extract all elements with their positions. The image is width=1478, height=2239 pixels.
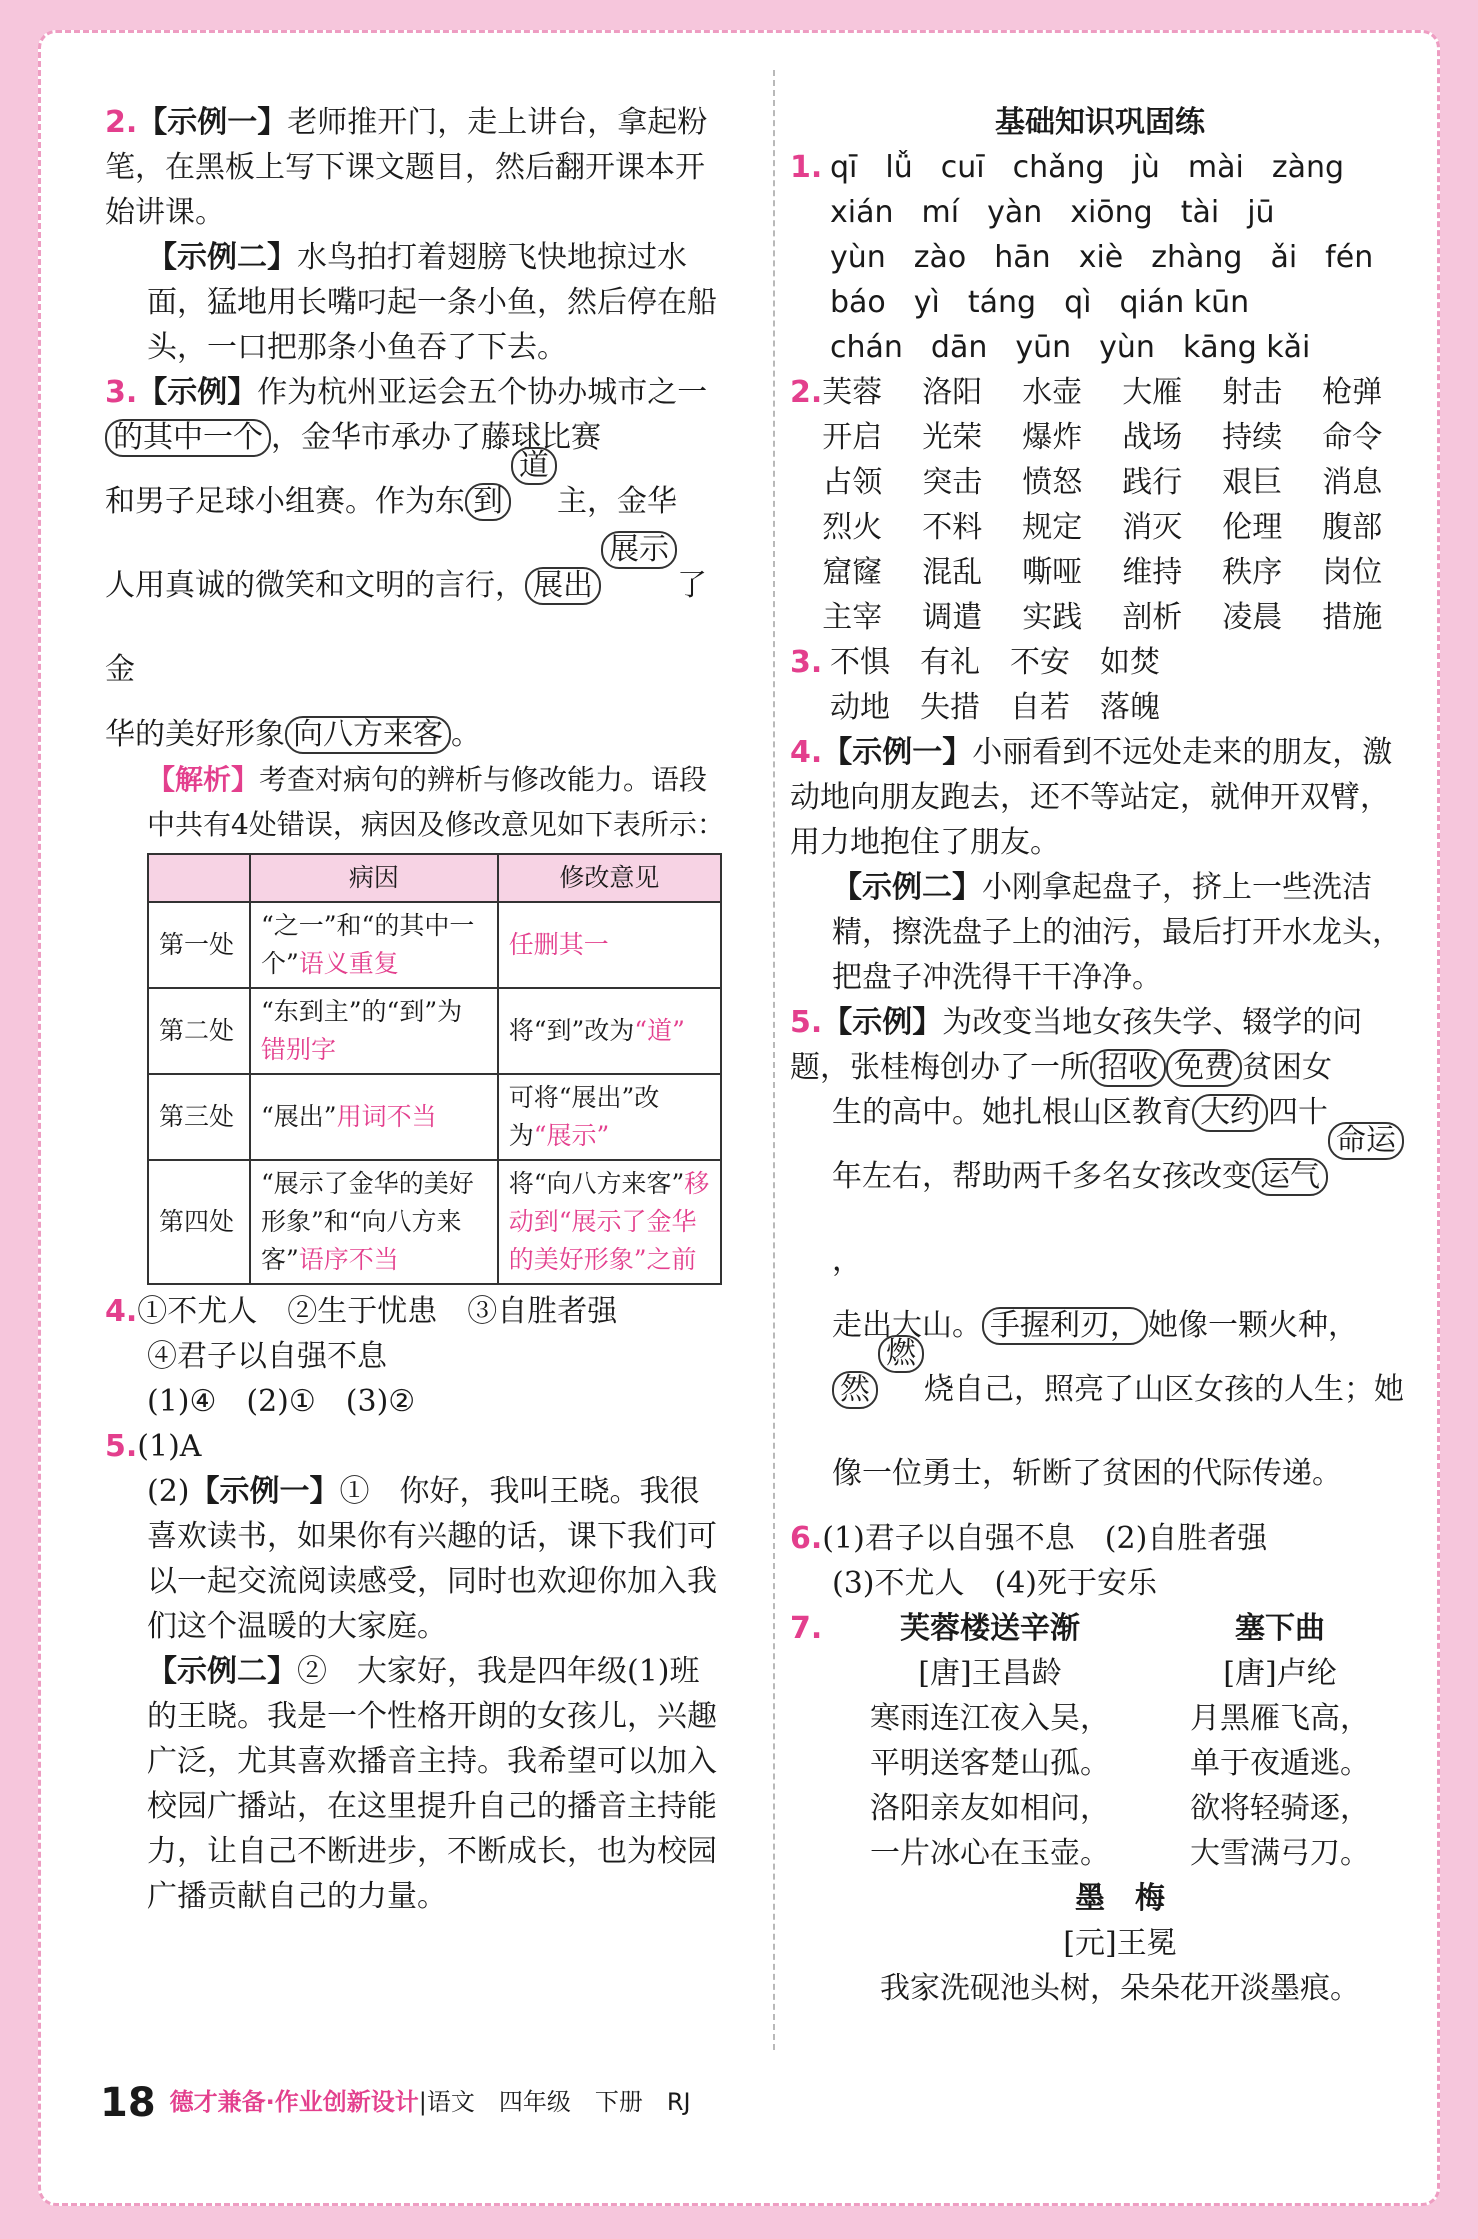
words-grid <box>822 370 1422 640</box>
poem-3 <box>830 1876 1410 2011</box>
r-q5-text-2: 贫困女 <box>1242 1050 1332 1085</box>
r-q5-mark-3: 大约 <box>1192 1094 1268 1132</box>
r-q5-text-5: 年左右，帮助两千多名女孩改变 <box>832 1159 1252 1194</box>
r-q5-correction-1: 命运 <box>1328 1122 1404 1160</box>
word-item: 剖析 <box>1122 600 1183 635</box>
pinyin-item: ǎi <box>1270 240 1298 275</box>
q3-text-4: 主，金华 <box>557 484 677 519</box>
poem-author: [唐]王昌龄 <box>918 1656 1062 1691</box>
row-cause <box>250 1160 498 1284</box>
pinyin-item: dān <box>930 330 988 365</box>
q5-ex2-text: ② 大家好，我是四年级(1)班的王晓。我是一个性格开朗的女孩儿，兴趣广泛，尤其喜欢播音主持。我希望可以加入校园广播站，在这里提升自己的播音主持能力，让自己不断进步，不断成长，也为校园广播贡献自己的力量。 <box>147 1654 717 1914</box>
q5-ex2-tag: 【示例二】 <box>147 1654 297 1689</box>
q3-text-3: 和男子足球小组赛。作为东 <box>105 484 465 519</box>
row-label: 第一处 <box>148 902 250 988</box>
q2-ex2-tag: 【示例二】 <box>147 240 297 275</box>
word-item: 洛阳 <box>922 375 983 410</box>
pinyin-item: xián <box>830 195 894 230</box>
r-q4-ex1-tag: 【示例一】 <box>822 735 973 770</box>
q5-block <box>105 1424 725 1919</box>
q3-mark-3: 展出 <box>525 567 601 605</box>
row-cause <box>250 902 498 988</box>
r-q5-text-8: 她像一颗火种， <box>1148 1308 1358 1343</box>
poem-title: 墨 梅 <box>1075 1881 1165 1916</box>
q3-text-8: 。 <box>451 717 481 752</box>
word-item: 愤怒 <box>1022 465 1083 500</box>
poem-line: 单于夜遁逃。 <box>1190 1746 1370 1781</box>
word-item: 光荣 <box>922 420 983 455</box>
poem-line: 我家洗砚池头树，朵朵花开淡墨痕。 <box>880 1971 1360 2006</box>
poem-line: 一片冰心在玉壶。 <box>870 1836 1110 1871</box>
word-item: 芙蓉 <box>822 375 883 410</box>
table-row <box>148 902 721 988</box>
row-cause <box>250 988 498 1074</box>
pinyin-item: mài <box>1187 150 1244 185</box>
word-item: 持续 <box>1222 420 1283 455</box>
r-q4-block <box>790 730 1410 1000</box>
fix-text: 将“到”改为 <box>508 1016 635 1045</box>
q3-correction-2: 展示 <box>601 531 677 569</box>
fix-highlight: 移动到“展示了金华的美好形象”之前 <box>508 1169 710 1274</box>
pinyin-item: qī <box>830 150 858 185</box>
poem-title: 芙蓉楼送辛渐 <box>900 1611 1080 1646</box>
pinyin-row <box>830 145 1373 190</box>
pinyin-item: qián kūn <box>1119 285 1250 320</box>
r-q5-text-6: ， <box>832 1243 862 1278</box>
publisher-name: 德才兼备·作业创新设计 <box>169 2088 419 2116</box>
footer <box>100 2080 691 2126</box>
pinyin-item: yì <box>913 285 940 320</box>
word-item: 伦理 <box>1222 510 1283 545</box>
book-info: |语文 四年级 下册 RJ <box>418 2088 691 2116</box>
r-q7-number: 7. <box>790 1611 823 1646</box>
q3-text-2: ，金华市承办了藤球比赛 <box>271 420 601 455</box>
poem-line: 平明送客楚山孤。 <box>870 1746 1110 1781</box>
poem-line: 寒雨连江夜入吴， <box>870 1701 1110 1736</box>
word-item: 消灭 <box>1122 510 1183 545</box>
poem-line: 大雪满弓刀。 <box>1190 1836 1370 1871</box>
q4-block <box>105 1289 725 1424</box>
pinyin-item: zhàng <box>1151 240 1243 275</box>
word-item: 践行 <box>1122 465 1183 500</box>
pinyin-item: yàn <box>987 195 1043 230</box>
pinyin-item: yùn <box>830 240 886 275</box>
word-item: 秩序 <box>1222 555 1283 590</box>
word-item: 艰巨 <box>1222 465 1283 500</box>
header-cause: 病因 <box>250 854 498 902</box>
fix-text: 可将“展出”改为 <box>508 1083 660 1150</box>
pinyin-row <box>830 235 1373 280</box>
row-cause <box>250 1074 498 1160</box>
r-q6-block <box>790 1516 1410 1606</box>
q3-text-1: 作为杭州亚运会五个协办城市之一 <box>257 375 708 410</box>
r-q5-mark-5: 手握利刃， <box>982 1307 1148 1345</box>
word-item: 战场 <box>1122 420 1183 455</box>
r-q5-mark-1: 招收 <box>1090 1049 1166 1087</box>
r-q6-number: 6. <box>790 1521 823 1556</box>
q5-ex1-tag: 【示例一】 <box>189 1474 340 1509</box>
word-item: 措施 <box>1322 600 1383 635</box>
row-fix <box>498 902 721 988</box>
pinyin-item: chǎng <box>1012 150 1105 185</box>
word-item: 命令 <box>1322 420 1383 455</box>
fix-highlight: “展示” <box>533 1121 610 1150</box>
pinyin-item: chán <box>830 330 903 365</box>
pinyin-row <box>830 190 1373 235</box>
q3-block <box>105 370 725 1285</box>
q3-analysis-tag: 【解析】 <box>147 763 260 796</box>
poem-author: [唐]卢纶 <box>1223 1656 1337 1691</box>
r-q5-text-3: 生的高中。她扎根山区教育 <box>832 1095 1192 1130</box>
word-item: 嘶哑 <box>1022 555 1083 590</box>
cause-text: “展示了金华的美好形象”和“向八方来客” <box>261 1169 474 1274</box>
pinyin-item: yùn <box>1099 330 1155 365</box>
r-q4-ex1-text: 小丽看到不远处走来的朋友，激动地向朋友跑去，还不等站定，就伸开双臂，用力地抱住了朋友。 <box>790 735 1393 860</box>
fix-highlight: “道” <box>634 1016 685 1045</box>
poem-line: 月黑雁飞高， <box>1190 1701 1370 1736</box>
row-fix <box>498 1074 721 1160</box>
r-q5-tag: 【示例】 <box>822 1005 943 1040</box>
q5-ex1-text: ① 你好，我叫王晓。我很喜欢读书，如果你有兴趣的话，课下我们可以一起交流阅读感受，同时也欢迎你加入我们这个温暖的大家庭。 <box>147 1474 717 1644</box>
word-item: 水壶 <box>1022 375 1083 410</box>
pinyin-item: zào <box>913 240 967 275</box>
word-item: 腹部 <box>1322 510 1383 545</box>
pinyin-item: xiè <box>1078 240 1124 275</box>
word-item: 占领 <box>822 465 883 500</box>
row-label: 第三处 <box>148 1074 250 1160</box>
poems-row <box>830 1606 1410 1876</box>
r-q1-block <box>790 145 1410 370</box>
pinyin-item: jù <box>1132 150 1160 185</box>
word-item: 凌晨 <box>1222 600 1283 635</box>
q5-line-1: (1)A <box>137 1429 202 1464</box>
q2-ex2-text: 水鸟拍打着翅膀飞快地掠过水面，猛地用长嘴叼起一条小鱼，然后停在船头，一口把那条小鱼吞了下去。 <box>147 240 717 365</box>
q2-ex1-tag: 【示例一】 <box>137 105 288 140</box>
word-item: 突击 <box>922 465 983 500</box>
pinyin-row <box>830 280 1373 325</box>
r-q6-line-1: (1)君子以自强不息 (2)自胜者强 <box>822 1521 1268 1556</box>
poem-title: 塞下曲 <box>1235 1611 1325 1646</box>
r-q5-text-1: 为改变当地女孩失学、辍学的问题，张桂梅创办了一所 <box>790 1005 1363 1085</box>
r-q2-block <box>790 370 1410 640</box>
r-q5-mark-4: 运气 <box>1252 1158 1328 1196</box>
r-q4-number: 4. <box>790 735 823 770</box>
q3-mark-1: 的其中一个 <box>105 419 271 457</box>
r-q4-ex2-text: 小刚拿起盘子，挤上一些洗洁精，擦洗盘子上的油污，最后打开水龙头，把盘子冲洗得干干净净。 <box>832 870 1402 995</box>
word-item: 不料 <box>922 510 983 545</box>
q2-ex2 <box>105 235 725 370</box>
row-fix <box>498 988 721 1074</box>
pinyin-row <box>830 325 1373 370</box>
pinyin-item: mí <box>921 195 960 230</box>
error-table <box>147 853 722 1285</box>
word-item: 岗位 <box>1322 555 1383 590</box>
r-q1-number: 1. <box>790 150 823 185</box>
q2-ex1 <box>105 100 725 235</box>
word-item: 射击 <box>1222 375 1283 410</box>
right-column <box>790 100 1410 2011</box>
r-q5-text-9: 烧自己，照亮了山区女孩的人生；她像一位勇士，斩断了贫困的代际传递。 <box>832 1372 1404 1491</box>
r-q2-number: 2. <box>790 375 823 410</box>
word-item: 消息 <box>1322 465 1383 500</box>
word-item: 实践 <box>1022 600 1083 635</box>
pinyin-item: lǚ <box>885 150 913 185</box>
pinyin-item: zàng <box>1271 150 1345 185</box>
word-item: 窟窿 <box>822 555 883 590</box>
cause-text: “展出” <box>261 1102 337 1131</box>
row-fix <box>498 1160 721 1284</box>
table-row <box>148 1074 721 1160</box>
section-title: 基础知识巩固练 <box>995 105 1205 140</box>
cause-highlight: 语序不当 <box>298 1245 399 1274</box>
r-q5-mark-6: 然 <box>832 1371 878 1409</box>
pinyin-item: cuī <box>940 150 985 185</box>
word-item: 枪弹 <box>1322 375 1383 410</box>
r-q7-block <box>790 1606 1410 2011</box>
q4-line-2: ④君子以自强不息 <box>147 1339 387 1374</box>
table-corner <box>148 854 250 902</box>
poem-line: 欲将轻骑逐， <box>1190 1791 1370 1826</box>
cause-highlight: 错别字 <box>261 1035 337 1064</box>
row-label: 第四处 <box>148 1160 250 1284</box>
pinyin-item: táng <box>967 285 1037 320</box>
poem-1 <box>870 1606 1110 1876</box>
pinyin-item: fén <box>1325 240 1374 275</box>
q3-number: 3. <box>105 375 138 410</box>
word-item: 调遣 <box>922 600 983 635</box>
pinyin-item: jū <box>1247 195 1275 230</box>
r-q5-number: 5. <box>790 1005 823 1040</box>
word-item: 混乱 <box>922 555 983 590</box>
r-q5-mark-2: 免费 <box>1166 1049 1242 1087</box>
q5-part2-prefix: (2) <box>147 1474 190 1509</box>
q4-number: 4. <box>105 1294 138 1329</box>
word-item: 大雁 <box>1122 375 1183 410</box>
cause-text: “东到主”的“到”为 <box>261 997 463 1026</box>
pinyin-item: tài <box>1180 195 1220 230</box>
q3-text-7: 华的美好形象 <box>105 717 285 752</box>
word-item: 主宰 <box>822 600 883 635</box>
page-number: 18 <box>100 2080 156 2126</box>
cause-highlight: 语义重复 <box>298 949 399 978</box>
poem-line: 洛阳亲友如相问， <box>870 1791 1110 1826</box>
pinyin-item: hān <box>994 240 1051 275</box>
pinyin-item: kāng kǎi <box>1182 330 1311 365</box>
word-item: 爆炸 <box>1022 420 1083 455</box>
pinyin-item: báo <box>830 285 886 320</box>
fix-highlight: 任删其一 <box>508 930 609 959</box>
r-q3-line-2: 动地 失措 自若 落魄 <box>830 690 1160 725</box>
q3-tag: 【示例】 <box>137 375 258 410</box>
word-item: 维持 <box>1122 555 1183 590</box>
r-q5-block <box>790 1000 1410 1516</box>
q3-text-5: 人用真诚的微笑和文明的言行， <box>105 568 525 603</box>
pinyin-item: qì <box>1064 285 1092 320</box>
q3-correction-1: 道 <box>511 447 557 485</box>
poem-author: [元]王冕 <box>1063 1926 1177 1961</box>
header-fix: 修改意见 <box>498 854 721 902</box>
pinyin-item: xiōng <box>1070 195 1153 230</box>
word-item: 烈火 <box>822 510 883 545</box>
word-item: 规定 <box>1022 510 1083 545</box>
word-item: 开启 <box>822 420 883 455</box>
r-q3-block <box>790 640 1410 730</box>
q3-analysis-text: 考查对病句的辨析与修改能力。语段中共有4处错误，病因及修改意见如下表所示： <box>147 763 725 841</box>
q4-line-1: ①不尤人 ②生于忧患 ③自胜者强 <box>137 1294 618 1329</box>
q5-number: 5. <box>105 1429 138 1464</box>
table-row <box>148 1160 721 1284</box>
r-q4-ex2-tag: 【示例二】 <box>832 870 982 905</box>
r-q3-line-1: 不惧 有礼 不安 如焚 <box>830 645 1160 680</box>
left-column <box>105 100 725 1919</box>
column-divider <box>773 70 775 2050</box>
q3-text-6: 了金 <box>105 568 707 687</box>
fix-text: 将“向八方来客” <box>508 1169 685 1198</box>
r-q3-number: 3. <box>790 645 823 680</box>
q3-mark-2: 到 <box>465 483 511 521</box>
r-q5-text-4: 四十 <box>1268 1095 1328 1130</box>
q3-mark-4: 向八方来客 <box>285 716 451 754</box>
r-q6-line-2: (3)不尤人 (4)死于安乐 <box>832 1566 1157 1601</box>
pinyin-item: yūn <box>1015 330 1072 365</box>
r-q5-text-7: 走出大山。 <box>832 1308 982 1343</box>
row-label: 第二处 <box>148 988 250 1074</box>
table-row <box>148 988 721 1074</box>
q2-number: 2. <box>105 105 138 140</box>
cause-highlight: 用词不当 <box>336 1102 437 1131</box>
poem-2 <box>1190 1606 1370 1876</box>
cause-text: “之一”和“的其中一个” <box>261 911 475 978</box>
q4-line-3: (1)④ (2)① (3)② <box>147 1384 416 1419</box>
r-q5-correction-2: 燃 <box>878 1335 924 1373</box>
q2-ex1-text: 老师推开门，走上讲台，拿起粉笔，在黑板上写下课文题目，然后翻开课本开始讲课。 <box>105 105 708 230</box>
